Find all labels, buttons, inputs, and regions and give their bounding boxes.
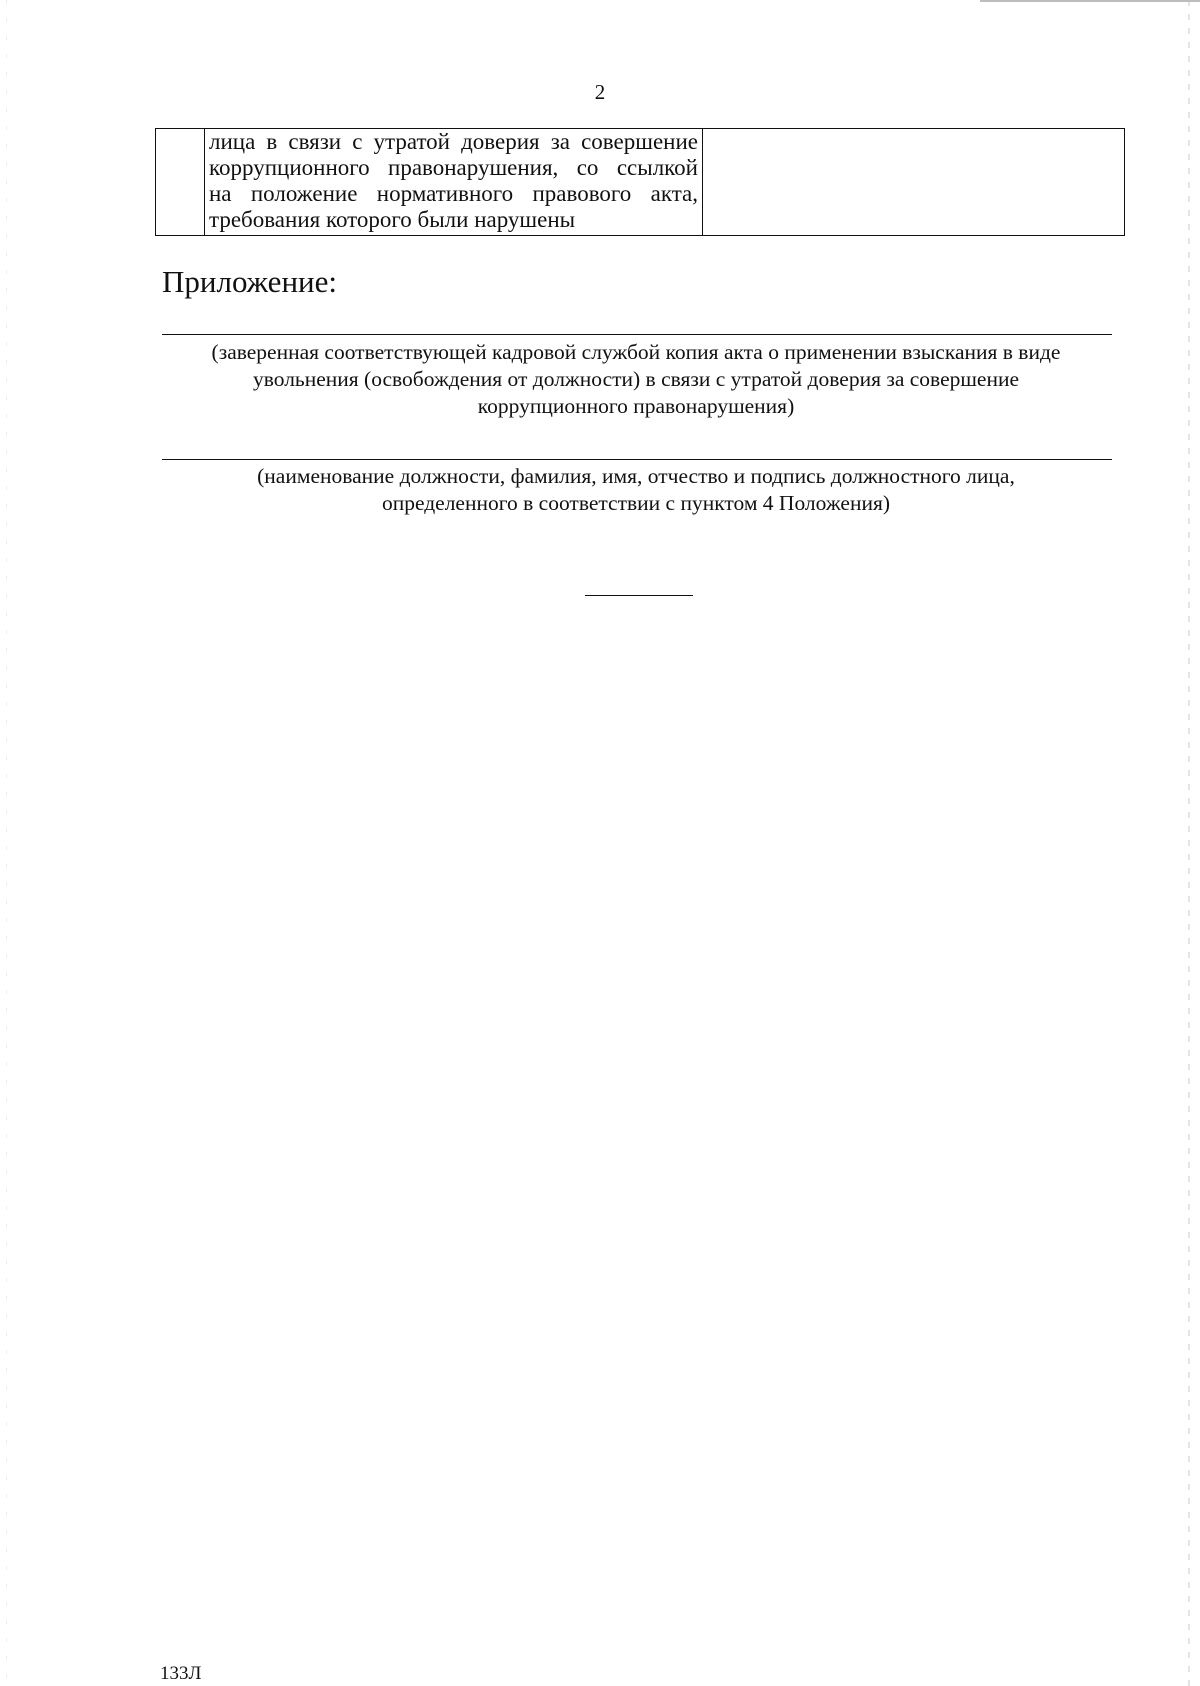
appendix-heading: Приложение: [162, 264, 337, 299]
row-text [205, 129, 702, 233]
row-text-line: коррупционного правонарушения, со ссылкой [209, 155, 698, 180]
caption-line: коррупционного правонарушения) [477, 394, 795, 418]
row-number-cell [156, 129, 205, 236]
footer-code: 133Л [160, 1663, 202, 1684]
row-text-line: требования которого были нарушены [209, 207, 576, 232]
table-fragment [155, 128, 1125, 236]
page-number: 2 [594, 80, 606, 104]
row-value-cell [703, 129, 1125, 236]
scan-edge-top [980, 0, 1200, 2]
caption-line: (заверенная соответствующей кадровой службой копия акта о применении взыскания в виде [211, 340, 1061, 364]
table-row [156, 129, 1125, 236]
appendix-field-1-line [162, 334, 1112, 335]
row-text-line: на положение нормативного правового акта, [209, 181, 698, 206]
appendix-field-1-caption [150, 339, 1122, 420]
caption-line: определенного в соответствии с пунктом 4 Положения) [381, 491, 891, 515]
caption-line: увольнения (освобождения от должности) в связи с утратой доверия за совершение [252, 367, 1020, 391]
appendix-field-2-line [162, 459, 1112, 460]
end-of-document-rule [585, 595, 693, 596]
row-text-cell [205, 129, 703, 236]
scan-edge-right [1188, 0, 1190, 1686]
row-text-line: лица в связи с утратой доверия за совершение [209, 129, 698, 154]
caption-line: (наименование должности, фамилия, имя, отчество и подпись должностного лица, [257, 464, 1015, 488]
appendix-field-2-caption [150, 463, 1122, 517]
scan-edge-left [6, 0, 7, 1686]
